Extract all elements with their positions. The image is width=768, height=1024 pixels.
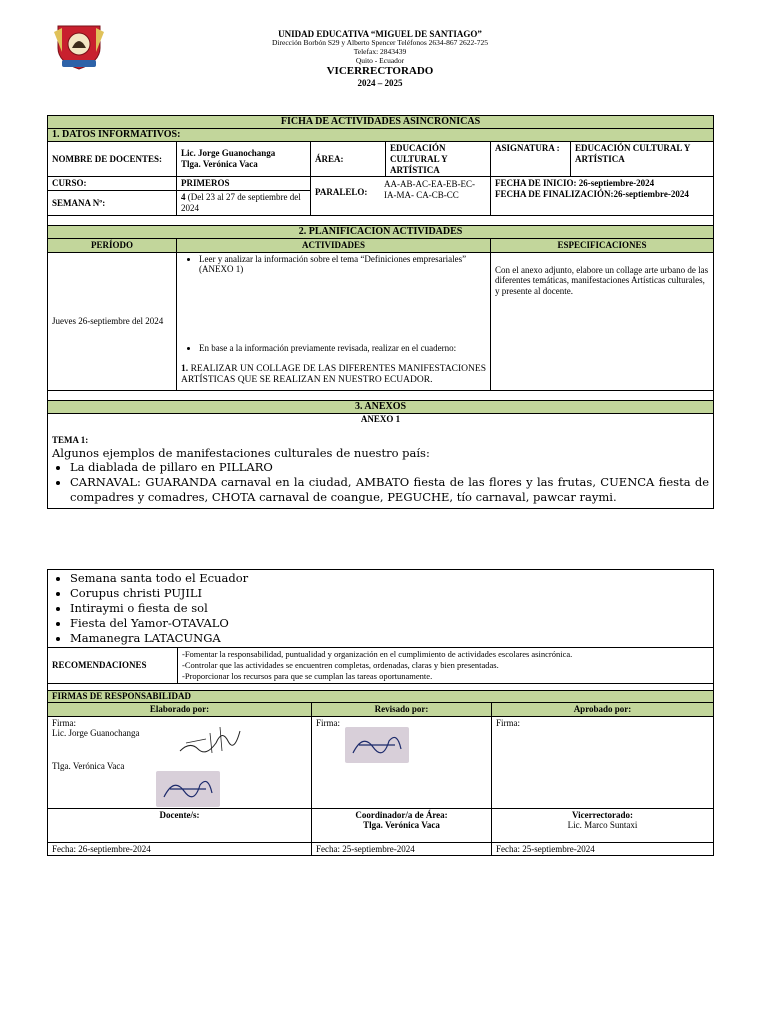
docente-1: Lic. Jorge Guanochanga [181, 148, 276, 159]
recomendaciones-label: RECOMENDACIONES [48, 648, 178, 684]
firma-label: Firma: [496, 717, 520, 728]
paralelo-value: AA-AB-AC-EA-EB-EC-IA-MA- CA-CB-CC [384, 179, 475, 201]
asignatura-value: EDUCACIÓN CULTURAL Y ARTÍSTICA [571, 142, 714, 177]
coordinador-name: Tlga. Verónica Vaca [363, 820, 440, 831]
school-address: Dirección Borbón S29 y Alberto Spencer Teléfonos 2634-867 2622-725 [272, 38, 488, 48]
semana-range: (Del 23 al 27 de septiembre del 2024 [181, 192, 301, 213]
signer-name-2: Tlga. Verónica Vaca [52, 761, 125, 772]
docentes-value [177, 142, 311, 177]
area-label: ÁREA: [311, 142, 386, 177]
vicerrectorado-cell [492, 808, 714, 842]
section-planificacion: 2. PLANIFICACIÓN ACTIVIDADES [48, 225, 714, 238]
paralelo-label: PARALELO: [315, 187, 368, 198]
docentes-role: Docente/s: [48, 808, 312, 842]
activity-list-1 [181, 254, 486, 276]
section-anexos: 3. ANEXOS [48, 400, 714, 413]
signature-2-image [156, 771, 220, 807]
revisado-firma-cell [312, 716, 492, 808]
annex-content [48, 413, 714, 508]
col-actividades: ACTIVIDADES [177, 238, 491, 252]
recommendation-line: -Controlar que las actividades se encuentren completas, ordenadas, claras y bien presentadas. [182, 660, 499, 670]
recommendation-line: -Fomentar la responsabilidad, puntualidad y organización en el cumplimiento de actividades escolares asincrónica. [182, 649, 573, 659]
annex-item: • La diablada de pillaro en PILLARO [70, 460, 709, 475]
activity-form-table [47, 115, 714, 509]
activity-item: • En base a la información previamente revisada, realizar en el cuaderno: [199, 343, 486, 354]
aprobado-label: Aprobado por: [492, 702, 714, 716]
docente-2: Tlga. Verónica Vaca [181, 159, 258, 170]
semana-number: 4 [181, 192, 186, 203]
recomendaciones-value [178, 648, 714, 684]
fecha-revisado: Fecha: 25-septiembre-2024 [312, 842, 492, 856]
section-datos: 1. DATOS INFORMATIVOS: [48, 129, 714, 142]
asignatura-label: ASIGNATURA : [491, 142, 571, 177]
activity-list-2 [181, 343, 486, 354]
col-especificaciones: ESPECIFICACIONES [491, 238, 714, 252]
task-description: REALIZAR UN COLLAGE DE LAS DIFERENTES MANIFESTACIONES ARTÍSTICAS QUE SE REALIZAN EN NUESTRO ECUADOR. [181, 363, 486, 386]
school-phone: Telefax: 2843439 [353, 46, 407, 56]
school-year: 2024 – 2025 [357, 77, 403, 88]
coordinador-role: Coordinador/a de Área: [355, 809, 448, 820]
paralelo-cell [311, 177, 491, 215]
area-value: EDUCACIÓN CULTURAL Y ARTÍSTICA [386, 142, 491, 177]
aprobado-firma-cell [492, 716, 714, 808]
annex-continuation [48, 570, 714, 648]
semana-value [177, 191, 311, 216]
fechas-cell [491, 177, 714, 215]
elaborado-firma-cell [48, 716, 312, 808]
vicerrectorado-name: Lic. Marco Suntaxi [567, 820, 638, 831]
spacer-row [48, 215, 714, 225]
curso-label: CURSO: [48, 177, 177, 191]
firma-label: Firma: [52, 717, 76, 728]
annex-item: • Intiraymi o fiesta de sol [70, 601, 709, 616]
curso-value: PRIMEROS [177, 177, 311, 191]
school-name: UNIDAD EDUCATIVA “MIGUEL DE SANTIAGO” [278, 29, 482, 39]
annex-topic: TEMA 1: [52, 435, 89, 446]
spacer-row [48, 390, 714, 400]
annex-label: ANEXO 1 [360, 413, 401, 424]
form-title: FICHA DE ACTIVIDADES ASINCRÓNICAS [48, 116, 714, 129]
annex-item: • Semana santa todo el Ecuador [70, 571, 709, 586]
signer-name-1: Lic. Jorge Guanochanga [52, 728, 140, 739]
annex-intro: Algunos ejemplos de manifestaciones culturales de nuestro país: [52, 446, 430, 461]
annex-continuation-table [47, 569, 714, 694]
col-periodo: PERÍODO [48, 238, 177, 252]
vicerrectorado-role: Vicerrectorado: [572, 809, 633, 820]
annex-list-page2 [52, 571, 709, 646]
annex-item: • CARNAVAL: GUARANDA carnaval en la ciudad, AMBATO fiesta de las flores y las frutas, CUENCA fiesta de compadres y comadres, CHOTA carnaval de coangue, PEGUCHE, tío carnaval, pawcar raymi. [70, 475, 709, 505]
school-city: Quito - Ecuador [355, 55, 405, 65]
task-text [181, 364, 486, 387]
coordinador-cell [312, 808, 492, 842]
annex-list-page1 [52, 460, 709, 505]
annex-item: • Fiesta del Yamor-OTAVALO [70, 616, 709, 631]
annex-item: • Corupus christi PUJILI [70, 586, 709, 601]
fecha-elaborado: Fecha: 26-septiembre-2024 [48, 842, 312, 856]
fecha-aprobado: Fecha: 25-septiembre-2024 [492, 842, 714, 856]
fecha-finalizacion: FECHA DE FINALIZACIÓN:26-septiembre-2024 [495, 189, 689, 200]
signatures-table [47, 690, 714, 856]
docentes-label: NOMBRE DE DOCENTES: [48, 142, 177, 177]
signature-1-image [176, 721, 244, 759]
elaborado-label: Elaborado por: [48, 702, 312, 716]
task-number: 1. [181, 363, 189, 374]
annex-item: • Mamanegra LATACUNGA [70, 631, 709, 646]
signature-3-image [345, 727, 409, 763]
recommendation-line: -Proporcionar los recursos para que se cumplan las tareas oportunamente. [182, 671, 433, 681]
office-title: VICERRECTORADO [326, 65, 434, 78]
semana-label: SEMANA Nº: [48, 191, 177, 216]
revisado-label: Revisado por: [312, 702, 492, 716]
fecha-inicio: FECHA DE INICIO: 26-septiembre-2024 [495, 178, 655, 189]
periodo-value: Jueves 26-septiembre del 2024 [48, 252, 177, 390]
especificaciones-value: Con el anexo adjunto, elabore un collage arte urbano de las diferentes temáticas, manifestaciones Artísticas culturales, y presente al docente. [491, 252, 714, 390]
activity-item: • Leer y analizar la información sobre el tema “Definiciones empresariales” (ANEXO 1) [199, 254, 486, 276]
firmas-title: FIRMAS DE RESPONSABILIDAD [48, 691, 714, 703]
school-logo [52, 22, 106, 72]
activities-cell [177, 252, 491, 390]
firma-label: Firma: [316, 717, 340, 728]
